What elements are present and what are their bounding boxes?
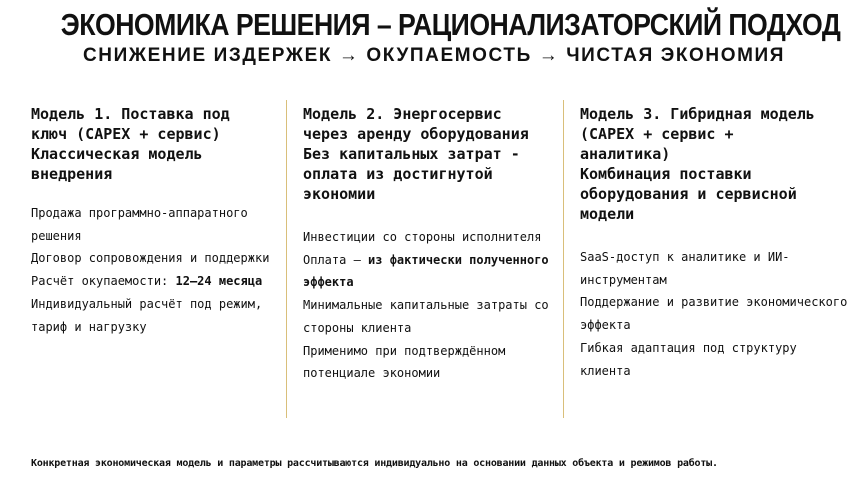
list-item: Гибкая адаптация под структуру клиента xyxy=(580,340,797,378)
list-item: Инвестиции со стороны исполнителя xyxy=(303,230,542,244)
model-3-title: Модель 3. Гибридная модель (CAPEX + сервис + аналитика) Комбинация поставки оборудования и сервисной модели xyxy=(580,105,815,223)
list-item: Оплата — из фактически полученного эффекта xyxy=(303,252,549,290)
list-item: Применимо при подтверждённом потенциале экономии xyxy=(303,343,506,381)
list-item: Поддержание и развитие экономического эффекта xyxy=(580,295,848,333)
footer-note: Конкретная экономическая модель и параметры рассчитываются индивидуально на основании данных объекта и режимов работы. xyxy=(31,458,718,469)
page-title: ЭКОНОМИКА РЕШЕНИЯ – РАЦИОНАЛИЗАТОРСКИЙ ПОДХОД xyxy=(60,7,841,42)
list-item: Договор сопровождения и поддержки xyxy=(31,251,270,266)
model-1-items xyxy=(31,202,281,338)
column-divider xyxy=(563,100,564,418)
list-item: Продажа программно-аппаратного решения xyxy=(31,206,248,243)
list-item: SaaS-доступ к аналитике и ИИ-инструментам xyxy=(580,250,790,287)
model-2-items xyxy=(303,226,561,385)
model-3-items xyxy=(580,246,850,382)
list-item: Расчёт окупаемости: 12–24 месяца xyxy=(31,274,263,289)
list-item: Минимальные капитальные затраты со стороны клиента xyxy=(303,298,549,335)
model-1-column xyxy=(31,104,281,338)
model-2-column xyxy=(303,104,561,385)
list-item: Индивидуальный расчёт под режим, тариф и нагрузку xyxy=(31,296,263,334)
column-divider xyxy=(286,100,287,418)
model-3-column xyxy=(580,104,850,382)
model-2-title: Модель 2. Энергосервис через аренду оборудования Без капитальных затрат - оплата из достигнутой экономии xyxy=(303,105,529,203)
page-subtitle: СНИЖЕНИЕ ИЗДЕРЖЕК → ОКУПАЕМОСТЬ → ЧИСТАЯ ЭКОНОМИЯ xyxy=(82,45,786,66)
model-1-title: Модель 1. Поставка под ключ (CAPEX + сервис) Классическая модель внедрения xyxy=(31,105,230,183)
